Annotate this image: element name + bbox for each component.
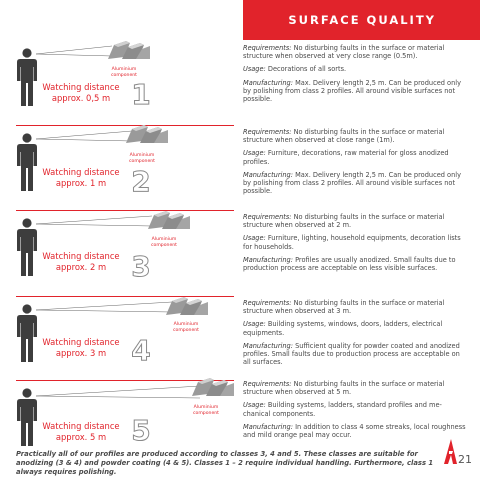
usage-text: Usage: Furniture, decorations, raw material for gloss anodized profiles. [243,149,449,166]
quality-class-3-section [0,210,480,296]
footer-note: Practically all of our profiles are produced according to classes 3, 4 and 5. These classes are suitable for anodizing (3 & 4) and powder coating (4 & 5). Classes 1 – 2 require individual handling. Furthermore, class 1 always requires polishing. [16,450,434,476]
watching-distance-label: Watching distance approx. 0,5 m [42,82,120,103]
sight-line-icon [34,384,202,402]
requirements-text: Requirements: No disturbing faults in the surface or material structure when observed at 2 m. [243,213,445,230]
quality-class-5-section [0,380,480,446]
header-bar [243,0,480,40]
usage-text: Usage: Building systems, windows, doors, ladders, electrical equipments. [243,320,443,337]
component-label: Aluminium component [151,237,177,248]
aluminium-profile-icon [106,39,152,61]
page-number: 21 [458,453,472,466]
manufacturing-text: Manufacturing: Max. Delivery length 2,5 m. Can be produced only by polishing from class 2 profiles. All around visible surfaces not possible. [243,78,461,104]
svg-text:2: 2 [131,167,151,195]
sight-line-icon [34,44,114,62]
class-description [243,128,468,200]
manufacturing-text: Manufacturing: Sufficient quality for powder coated and anodized profiles. Small faults due to production process are acceptable on all surfaces. [243,341,460,367]
aluminium-profile-icon [146,209,192,231]
svg-text:3: 3 [131,252,151,280]
quality-class-2-section [0,125,480,211]
class-number-1 [128,80,154,108]
requirements-text: Requirements: No disturbing faults in the surface or material structure when observed at very close range (0.5m). [243,44,445,61]
requirements-text: Requirements: No disturbing faults in the surface or material structure when observed at 3 m. [243,299,445,316]
requirements-text: Requirements: No disturbing faults in the surface or material structure when observed at close range (1m). [243,128,445,145]
sight-line-icon [34,300,174,318]
class-description [243,299,468,371]
quality-class-4-section [0,296,480,382]
page-title: SURFACE QUALITY [288,13,436,27]
class-description [243,44,468,108]
brand-logo-icon [441,437,459,465]
sight-line-icon [34,214,154,232]
manufacturing-text: Manufacturing: In addition to class 4 some streaks, local roughness and mild orange peal may occur. [243,422,466,440]
aluminium-profile-icon [124,123,170,145]
requirements-text: Requirements: No disturbing faults in the surface or material structure when observed at 5 m. [243,380,445,397]
watching-distance-label: Watching distance approx. 3 m [42,337,120,358]
component-label: Aluminium component [173,322,199,333]
aluminium-profile-icon [190,376,236,398]
component-label: Aluminium component [193,405,219,416]
class-number-5 [128,416,154,444]
class-description [243,213,468,277]
component-label: Aluminium component [129,153,155,164]
manufacturing-text: Manufacturing: Max. Delivery length 2,5 m. Can be produced only by polishing from class 2 profiles. All around visible surfaces not possible. [243,170,461,196]
watching-distance-label: Watching distance approx. 2 m [42,251,120,272]
usage-text: Usage: Building systems, ladders, standard profiles and me-chanical components. [243,401,442,418]
sight-line-icon [34,129,134,147]
svg-text:5: 5 [131,416,151,444]
aluminium-profile-icon [164,295,210,317]
svg-text:1: 1 [131,80,151,108]
manufacturing-text: Manufacturing: Profiles are usually anodized. Small faults due to production process are acceptable on less visible surfaces. [243,255,456,273]
usage-text: Usage: Furniture, lighting, household equipments, decoration lists for households. [243,234,461,251]
component-label: Aluminium component [111,67,137,78]
svg-text:4: 4 [131,336,151,364]
class-number-4 [128,336,154,364]
class-number-3 [128,252,154,280]
watching-distance-label: Watching distance approx. 5 m [42,421,120,442]
class-description [243,380,468,444]
watching-distance-label: Watching distance approx. 1 m [42,167,120,188]
quality-class-1-section [0,40,480,126]
class-number-2 [128,167,154,195]
usage-text: Usage: Decorations of all sorts. [243,65,347,74]
